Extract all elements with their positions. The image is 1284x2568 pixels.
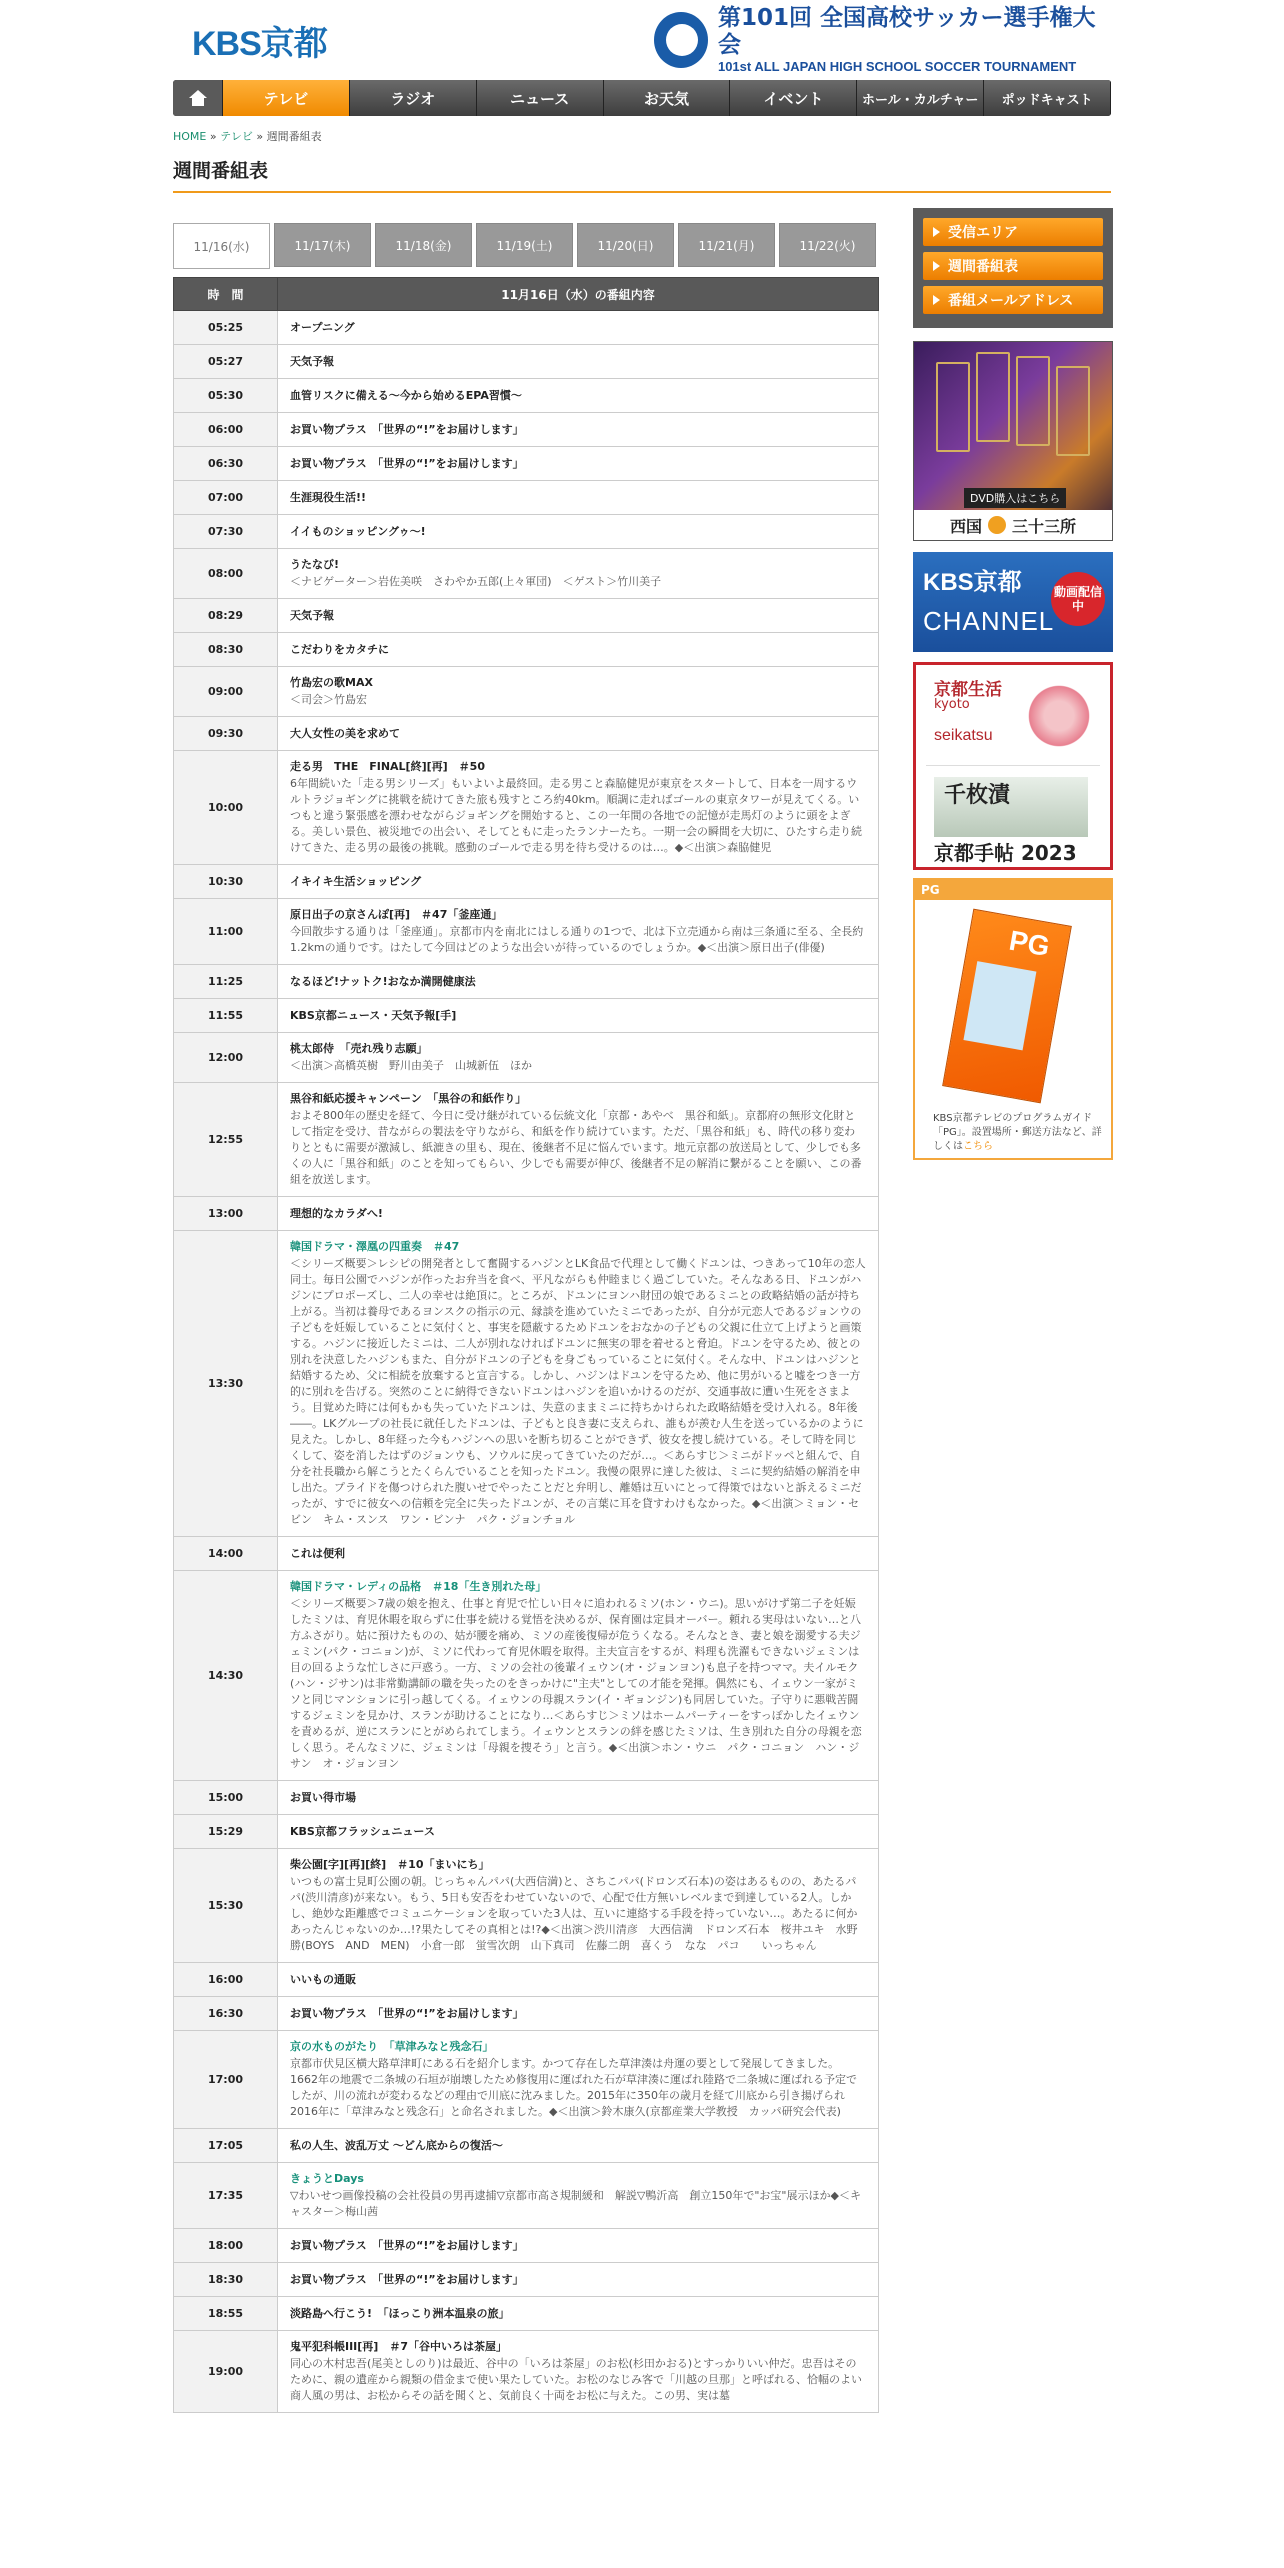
program-time: 18:30 (174, 2263, 278, 2297)
program-time: 08:30 (174, 633, 278, 667)
dvd-box-image (1056, 366, 1090, 456)
program-time: 19:00 (174, 2331, 278, 2413)
program-title: お買い物プラス 「世界の“!”をお届けします」 (290, 456, 524, 470)
table-row (174, 1571, 879, 1781)
program-title: オープニング (290, 320, 355, 334)
program-time: 17:00 (174, 2031, 278, 2129)
global-nav (173, 80, 1111, 116)
ad3-notebook-subtitle: 京都手帖 2023 (934, 841, 1077, 865)
table-row (174, 2331, 879, 2413)
nav-item-hall-culture[interactable]: ホール・カルチャー (857, 80, 984, 116)
table-row (174, 2031, 879, 2129)
ad1-footer-right: 三十三所 (1012, 516, 1077, 536)
table-row (174, 865, 879, 899)
program-time: 06:30 (174, 447, 278, 481)
program-time: 08:00 (174, 549, 278, 599)
nav-item-event[interactable]: イベント (730, 80, 857, 116)
program-cell (278, 2229, 879, 2263)
program-title: 竹島宏の歌MAX (290, 676, 373, 689)
program-cell (278, 481, 879, 515)
sun-icon (988, 516, 1006, 534)
program-title: イキイキ生活ショッピング (290, 874, 422, 888)
nav-home-button[interactable] (173, 80, 223, 116)
program-title: 走る男 THE FINAL[終][再] ＃50 (290, 760, 485, 773)
table-row (174, 1849, 879, 1963)
program-title: いいもの通販 (290, 1972, 356, 1986)
page-title: 週間番組表 (173, 156, 1111, 193)
program-description: ▽わいせつ画像投稿の会社役員の男再逮捕▽京都市高さ規制緩和 解説▽鴨沂高 創立150年で"お宝"展示ほか◆＜キャスター＞梅山茜 (290, 2189, 861, 2218)
program-cell (278, 2263, 879, 2297)
program-title: これは便利 (290, 1546, 345, 1560)
program-cell (278, 965, 879, 999)
nav-item-weather[interactable]: お天気 (604, 80, 731, 116)
program-time: 16:30 (174, 1997, 278, 2031)
program-cell (278, 1231, 879, 1537)
program-time: 18:55 (174, 2297, 278, 2331)
table-row (174, 2229, 879, 2263)
program-time: 15:00 (174, 1781, 278, 1815)
table-row (174, 599, 879, 633)
nav-item-tv[interactable]: テレビ (223, 80, 350, 116)
table-row (174, 633, 879, 667)
ad3-romaji: seikatsu (934, 727, 993, 744)
table-row (174, 751, 879, 865)
program-cell (278, 1033, 879, 1083)
table-row (174, 345, 879, 379)
program-cell (278, 311, 879, 345)
program-description: ＜ナビゲーター＞岩佐美咲 さわやか五郎(上々軍団) ＜ゲスト＞竹川美子 (290, 575, 662, 588)
table-row (174, 1815, 879, 1849)
program-cell (278, 751, 879, 865)
program-title[interactable]: 韓国ドラマ・澤凰の四重奏 ＃47 (290, 1240, 460, 1253)
program-time: 09:00 (174, 667, 278, 717)
program-time: 18:00 (174, 2229, 278, 2263)
table-row (174, 2163, 879, 2229)
program-title: 柴公園[字][再][終] ＃10「まいにち」 (290, 1858, 490, 1871)
program-description: いつもの富士見町公園の朝。じっちゃんパパ(大西信満)と、さちこパパ(ドロンズ石本)の姿はあるものの、あたるパパ(渋川清彦)が来ない。もう、5日も安否をわせていないので、心配で仕方無いレベルまで到達している2人。しかし、絶妙な距離感でコミュニケーションを取っていた3人は、互いに連絡する手段を持っていない…。あたるに何かあったんじゃないのか…!?果たしてその真相とは!?◆＜出演＞渋川清彦 大西信満 ドロンズ石本 桜井ユキ 水野勝(BOYS AND MEN) 小倉一郎 蛍雪次朗 山下真司 佐藤二朗 喜くう なな パコ いっちゃん (290, 1875, 858, 1952)
program-time: 13:30 (174, 1231, 278, 1537)
program-title: 淡路島へ行こう! 「ほっこり洲本温泉の旅」 (290, 2306, 510, 2320)
arrow-right-icon (933, 227, 940, 237)
table-row (174, 667, 879, 717)
pg-magazine-image[interactable] (942, 909, 1072, 1104)
dvd-caption: DVD購入はこちら (964, 488, 1066, 508)
program-cell (278, 2297, 879, 2331)
program-description: ＜司会＞竹島宏 (290, 693, 367, 706)
program-cell (278, 2129, 879, 2163)
banner-subtitle: 101st ALL JAPAN HIGH SCHOOL SOCCER TOURNAMENT (717, 59, 1077, 74)
nav-item-podcast[interactable]: ポッドキャスト (984, 80, 1111, 116)
sidebar-weekly-schedule-button[interactable] (923, 252, 1103, 280)
program-cell (278, 1997, 879, 2031)
ad3-notebook-title: 千枚漬 (934, 777, 1088, 837)
program-cell (278, 413, 879, 447)
program-description: 6年間続いた「走る男シリーズ」もいよいよ最終回。走る男こと森脇健児が東京をスタートして、日本を一周するウルトラジョギングに挑戦を続けてきた旅も残すところ約40km。順調に走ればゴールの東京タワーが見えてくる。いつもと違う緊張感を漂わせながらジョギングを開始すると、この一年間の各地での記憶が走馬灯のように頭をよぎる。美しい景色、被災地での出会い、そしてともに走ったランナーたち。一期一会の瞬間を大切に、ひたすら走り続けてきた、走る男の最後の挑戦。感動のゴールで走る男を待ち受けるのは…。◆＜出演＞森脇健児 (290, 777, 862, 854)
kbs-channel-logo: KBS京都 (923, 569, 1022, 596)
program-description: ＜シリーズ概要＞7歳の娘を抱え、仕事と育児で忙しい日々に追われるミソ(ホン・ウニ)。思いがけず第二子を妊娠したミソは、育児休暇を取らずに仕事を続ける覚悟を決めるが、保育園は定員オーバー。頼れる実母はいない…と八方ふさがり。姑に預けたものの、姑が腰を痛め、ミソの産後復帰が危うくなる。そんなとき、妻と娘を溺愛する夫ジェミン(パク・コニョン)が、ミソに代わって育児休暇を取得。主夫宣言をするが、料理も洗濯もできないジェミンは目の回るような忙しさに戸惑う。一方、ミソの会社の後輩イェウン(オ・ジョンヨン)も息子を持つママ。夫イルモク(ハン・ジサン)は非常勤講師の職を失ったのをきっかけに"主夫"としての才能を発揮。偶然にも、イェウン一家がミソと同じマンションに引っ越してくる。イェウンの母親スラン(イ・ギョンジン)も同居していた。子守りに悪戦苦闘するジェミンを見かけ、スランが助けることになり…＜あらすじ＞ミソはホームパーティーをすっぽかしたイェウンを責めるが、逆にスランにとがめられてしまう。イェウンとスランの絆を感じたミソは、生き別れた自分の母親を恋しく思う。そんなミソに、ジェミンは「母親を捜そう」と言う。◆＜出演＞ホン・ウニ パク・コニョン ハン・ジサン オ・ジョンヨン (290, 1597, 862, 1770)
kbs-channel-banner[interactable] (913, 552, 1113, 652)
table-row (174, 481, 879, 515)
program-description: 今回散歩する通りは「釜座通」。京都市内を南北にはしる通りの1つで、北は下立売通から南は三条通に至る、全長約1.2kmの通りです。はたして今回はどのような出会いが待っているのでしょうか。◆＜出演＞原日出子(俳優) (290, 925, 864, 954)
program-cell (278, 717, 879, 751)
tab-day-1[interactable]: 11/16(水) (173, 223, 270, 269)
nav-item-news[interactable]: ニュース (477, 80, 604, 116)
program-cell (278, 1781, 879, 1815)
tab-day-7[interactable]: 11/22(火) (779, 223, 876, 267)
ad3-divider (926, 765, 1100, 766)
home-icon (189, 90, 207, 106)
breadcrumb (173, 128, 322, 144)
table-row (174, 549, 879, 599)
program-time: 11:00 (174, 899, 278, 965)
program-time: 14:00 (174, 1537, 278, 1571)
program-title: イイものショッピングゥ～! (290, 524, 426, 538)
program-time: 11:25 (174, 965, 278, 999)
program-title: なるほど!ナットク!おなか満開健康法 (290, 974, 476, 988)
table-row (174, 2263, 879, 2297)
nav-item-radio[interactable]: ラジオ (350, 80, 477, 116)
streaming-badge: 動画配信中 (1051, 572, 1105, 626)
program-cell (278, 515, 879, 549)
program-description: ＜出演＞高橋英樹 野川由美子 山城新伍 ほか (290, 1059, 532, 1072)
table-row (174, 965, 879, 999)
program-description: 同心の木村忠吾(尾美としのり)は最近、谷中の「いろは茶屋」のお松(杉田かおる)とすっかりいい仲だ。忠吾はそのために、親の遺産から親類の借金まで使い果たしていた。お松のなじみ客で「川越の旦那」と呼ばれる、恰幅のよい商人風の男は、お松からその話を聞くと、気前良く十両をお松に与えた。この男、実は墓 (290, 2357, 862, 2402)
day-tabs (173, 223, 879, 269)
program-time: 14:30 (174, 1571, 278, 1781)
program-time: 12:55 (174, 1083, 278, 1197)
program-cell (278, 1083, 879, 1197)
program-time: 12:00 (174, 1033, 278, 1083)
table-row (174, 2129, 879, 2163)
banner-text (718, 5, 1104, 75)
program-description: 京都市伏見区横大路草津町にある石を紹介します。かつて存在した草津湊は舟運の要として発展してきました。1662年の地震で二条城の石垣が崩壊したため修復用に運ばれた石が草津湊に運ばれ陸路で二条城に運ばれる予定でしたが、川の流れが変わるなどの理由で川底に沈みました。2015年に350年の歳月を経て川底から引き揚げられ2016年に「草津みなと残念石」と命名されました。◆＜出演＞鈴木康久(京都産業大学教授 カッパ研究会代表) (290, 2057, 857, 2118)
program-cell (278, 865, 879, 899)
program-cell (278, 2031, 879, 2129)
program-title: 生涯現役生活!! (290, 490, 367, 504)
program-cell (278, 1537, 879, 1571)
table-row (174, 1537, 879, 1571)
pg-magazine-photo (963, 961, 1036, 1050)
program-cell (278, 1815, 879, 1849)
table-row (174, 999, 879, 1033)
program-time: 07:30 (174, 515, 278, 549)
program-cell (278, 549, 879, 599)
ad1-footer (914, 510, 1112, 540)
dvd-box-image (976, 352, 1010, 442)
program-title: お買い物プラス 「世界の“!”をお届けします」 (290, 2238, 524, 2252)
program-title: お買い物プラス 「世界の“!”をお届けします」 (290, 422, 524, 436)
soccer-emblem-icon (654, 12, 708, 68)
program-time: 17:05 (174, 2129, 278, 2163)
program-time: 11:55 (174, 999, 278, 1033)
program-time: 10:00 (174, 751, 278, 865)
arrow-right-icon (933, 261, 940, 271)
kbs-channel-text: CHANNEL (923, 606, 1055, 636)
program-time: 15:30 (174, 1849, 278, 1963)
table-row (174, 1033, 879, 1083)
breadcrumb-tv[interactable]: テレビ (220, 130, 253, 143)
pg-text: KBS京都テレビのプログラムガイド「PG」。設置場所・郵送方法など、詳しくは (933, 1113, 1102, 1152)
table-row (174, 311, 879, 345)
breadcrumb-sep: » (256, 130, 264, 143)
program-title: お買い得市場 (290, 1790, 356, 1804)
breadcrumb-sep: » (209, 130, 217, 143)
program-title: うたなび! (290, 558, 340, 571)
program-time: 05:30 (174, 379, 278, 413)
kyoto-seikatsu-banner[interactable] (913, 662, 1113, 870)
sidebar-menu-label: 週間番組表 (948, 259, 1018, 275)
program-title: こだわりをカタチに (290, 642, 389, 656)
program-title: 私の人生、波乱万丈 ～どん底からの復活～ (290, 2138, 503, 2152)
program-title: お買い物プラス 「世界の“!”をお届けします」 (290, 2272, 524, 2286)
program-title: KBS京都フラッシュニュース (290, 1824, 435, 1838)
sidebar-mail-address-button[interactable] (923, 286, 1103, 314)
program-cell (278, 1571, 879, 1781)
schedule-table (173, 277, 879, 2413)
program-time: 05:25 (174, 311, 278, 345)
program-time: 05:27 (174, 345, 278, 379)
table-row (174, 413, 879, 447)
program-time: 13:00 (174, 1197, 278, 1231)
program-title: 桃太郎侍 「売れ残り志願」 (290, 1042, 428, 1055)
program-title: 天気予報 (290, 354, 334, 368)
program-time: 10:30 (174, 865, 278, 899)
dvd-box-image (1016, 356, 1050, 446)
program-title: お買い物プラス 「世界の“!”をお届けします」 (290, 2006, 524, 2020)
program-time: 15:29 (174, 1815, 278, 1849)
program-cell (278, 379, 879, 413)
pg-description (933, 1112, 1105, 1154)
program-title: 理想的なカラダへ! (290, 1206, 383, 1220)
sidebar-menu (913, 208, 1113, 328)
table-row (174, 1197, 879, 1231)
table-row (174, 1997, 879, 2031)
program-time: 06:00 (174, 413, 278, 447)
program-cell (278, 599, 879, 633)
table-row (174, 1963, 879, 1997)
program-cell (278, 447, 879, 481)
saigoku-dvd-banner[interactable] (913, 341, 1113, 541)
program-time: 07:00 (174, 481, 278, 515)
pg-guide-box (913, 878, 1113, 1160)
program-cell (278, 1849, 879, 1963)
table-row (174, 899, 879, 965)
breadcrumb-current: 週間番組表 (266, 130, 322, 143)
program-time: 09:30 (174, 717, 278, 751)
program-title: 原日出子の京さんぽ[再] ＃47「釜座通」 (290, 908, 503, 921)
tab-day-3[interactable]: 11/18(金) (375, 223, 472, 267)
program-time: 08:29 (174, 599, 278, 633)
program-cell (278, 2331, 879, 2413)
tab-day-5[interactable]: 11/20(日) (577, 223, 674, 267)
sidebar-menu-label: 受信エリア (948, 225, 1018, 241)
program-time: 16:00 (174, 1963, 278, 1997)
table-row (174, 1781, 879, 1815)
ad1-footer-left: 西国 (949, 516, 982, 536)
pg-header: PG (915, 880, 1111, 900)
pg-link[interactable]: こちら (963, 1141, 993, 1152)
tab-day-2[interactable]: 11/17(木) (274, 223, 371, 267)
program-title: 血管リスクに備える～今から始めるEPA習慣～ (290, 388, 522, 402)
ad3-subtitle: kyoto (934, 697, 970, 712)
soccer-tournament-banner[interactable] (654, 5, 1104, 74)
sidebar-reception-area-button[interactable] (923, 218, 1103, 246)
table-row (174, 1083, 879, 1197)
pg-magazine-title: PG (1006, 924, 1053, 963)
arrow-right-icon (933, 295, 940, 305)
tab-day-4[interactable]: 11/19(土) (476, 223, 573, 267)
tab-day-6[interactable]: 11/21(月) (678, 223, 775, 267)
program-cell (278, 2163, 879, 2229)
program-cell (278, 1963, 879, 1997)
table-row (174, 1231, 879, 1537)
program-cell (278, 899, 879, 965)
flower-icon (1024, 681, 1094, 751)
program-title: 鬼平犯科帳III[再] ＃7「谷中いろは茶屋」 (290, 2340, 507, 2353)
program-title: 大人女性の美を求めて (290, 726, 400, 740)
table-row (174, 2297, 879, 2331)
table-row (174, 447, 879, 481)
program-cell (278, 633, 879, 667)
sidebar-menu-label: 番組メールアドレス (948, 293, 1074, 309)
time-column-header: 時 間 (174, 278, 278, 311)
program-title[interactable]: 京の水ものがたり 「草津みなと残念石」 (290, 2040, 494, 2053)
banner-title: 第101回 全国高校サッカー選手権大会 (717, 5, 1096, 58)
program-cell (278, 1197, 879, 1231)
table-row (174, 379, 879, 413)
breadcrumb-home[interactable]: HOME (173, 130, 207, 143)
kbs-logo[interactable]: KBS京都 (192, 25, 327, 63)
program-description: ＜シリーズ概要＞レシピの開発者として奮闘するハジンとLK食品で代理として働くドユンは、つきあって10年の恋人同士。毎日公園でハジンが作ったお弁当を食べ、平凡ながらも仲睦まじく過ごしていた。そんなある日、ドユンがハジンにプロポーズし、二人の幸せは絶頂に。ところが、ドユンにヨンハ財団の娘であるミニとの政略結婚の話が持ち上がる。当初は養母であるヨンスクの指示の元、縁談を進めていたミニであったが、自分が元恋人であるジョンウの子どもを妊娠していることに気付くと、事実を隠蔽するためドユンをおなかの子どもの父親に仕立て上げようと画策する。ハジンに接近したミニは、二人が別れなければドユンに無実の罪を着せると脅迫。ドユンを守るため、彼との別れを決意したハジンもまた、自分がドユンの子どもを身ごもっていることに気付く。そんな中、ドユンはハジンと結婚するため、父に相続を放棄すると宣言する。しかし、ハジンはドユンを守るため、他に男がいると嘘をつき一方的に別れを告げる。突然のことに納得できないドユンはハジンを追いかけるのだが、交通事故に遭い生死をさまよう。目覚めた時には何もかも失っていたドユンは、失意のままミニに持ちかけられた政略結婚を受け入れる。8年後――。LKグループの社長に就任したドユンは、子どもと良き妻に支えられ、誰もが羨む人生を送っているかのように見えた。しかし、8年経った今もハジンへの思いを断ち切ることができず、彼女を捜し続けている。そして時を同じくして、姿を消したはずのジョンウも、ソウルに戻ってきていたのだが…。＜あらすじ＞ミニがドッペと組んで、自分を社長職から解こうとたくらんでいることを知ったドユン。我慢の限界に達した彼は、ミニに契約結婚の解消を申し出た。プライドを傷つけられた腹いせでやったことだと弁明し、離婚は互いにとって得策ではないと訴えるミニだったが、すでに彼女への信頼を完全に失ったドユンが、その言葉に耳を貸すわけもなかった。◆＜出演＞ミョン・セビン キム・スンス ワン・ビンナ パク・ジョンチョル (290, 1257, 866, 1526)
table-row (174, 515, 879, 549)
program-cell (278, 345, 879, 379)
program-time: 17:35 (174, 2163, 278, 2229)
program-cell (278, 667, 879, 717)
table-row (174, 717, 879, 751)
program-description: およそ800年の歴史を経て、今日に受け継がれている伝統文化「京都・あやべ 黒谷和紙」。京都府の無形文化財として指定を受け、昔ながらの製法を守りながら、和紙を作り続けています。ただ、「黒谷和紙」も、時代の移り変わりとともに需要が激減し、紙漉きの里も、現在、後継者不足に悩んでいます。地元京都の放送局として、少しでも多くの人に「黒谷和紙」のことを知ってもらい、少しでも需要が伸び、後継者不足の解消に繋がることを願い、この番組を放送します。 (290, 1109, 862, 1186)
program-title: KBS京都ニュース・天気予報[手] (290, 1008, 457, 1022)
program-title[interactable]: きょうとDays (290, 2172, 364, 2185)
program-title[interactable]: 韓国ドラマ・レディの品格 ＃18「生き別れた母」 (290, 1580, 547, 1593)
dvd-box-image (936, 362, 970, 452)
program-cell (278, 999, 879, 1033)
program-title: 黒谷和紙応援キャンペーン 「黒谷の和紙作り」 (290, 1092, 527, 1105)
content-column-header: 11月16日（水）の番組内容 (278, 278, 879, 311)
program-title: 天気予報 (290, 608, 334, 622)
ad3-title: 京都生活 (934, 680, 1002, 700)
